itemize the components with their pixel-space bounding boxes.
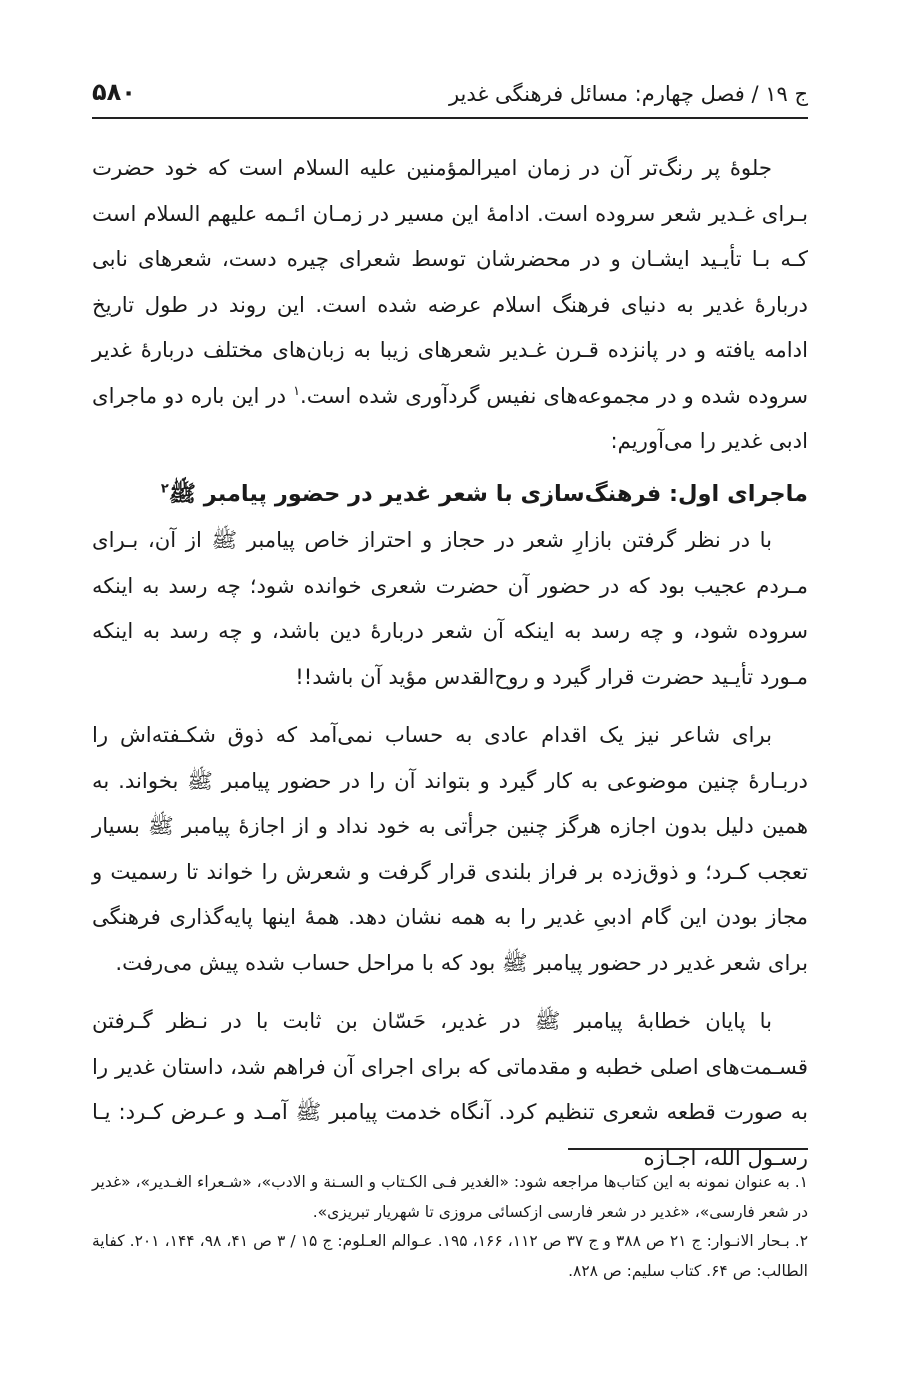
paragraph-intro [92,145,808,464]
footnotes [92,1168,808,1286]
page-number: ۵۸۰ [92,78,136,106]
footnote-ref-1[interactable]: ۱ [293,383,301,399]
paragraph-3: برای شاعر نیز یک اقدام عادی به حساب نمی‌آمد که ذوق شکـفته‌اش را دربـارهٔ چنین موضوعی به کار گیرد و بتواند آن را در حضور پیامبر ﷺ بخواند. به همین دلیل بدون اجازه هرگز چنین جرأتی به خود نداد و از اجازهٔ پیامبر ﷺ بسیار تعجب کـرد؛ و ذوق‌زده بر فراز بلندی قرار گرفت و شعرش را خواند تا رسمیت و مجاز بودن این گام ادبیِ غدیر را به همه نشان دهد. همهٔ اینها پایه‌گذاری فرهنگی برای شعر غدیر در حضور پیامبر ﷺ بود که با مراحل حساب شده پیش می‌رفت. [92,722,808,975]
paragraph-intro-text: جلوهٔ پر رنگ‌تر آن در زمان امیرالمؤمنین علیه السلام است که خود حضرت بـرای غـدیر شعر سروده است. ادامهٔ این مسیر در زمـان ائـمه علیهم السلام است کـه بـا تأیـید ایشـان و در محضرشان توسط شعرای چیره دست، شعرهای نابی دربارهٔ غدیر به دنیای فرهنگ اسلام عرضه شده است. این روند در طول تاریخ ادامه یافته و در پانزده قـرن غـدیر شعرهای زیبا به زبان‌های مختلف دربارهٔ غدیر سروده شده و در مجموعه‌های نفیس گردآوری شده است. [92,155,808,408]
section-heading-text: ماجرای اول: فرهنگ‌سازی با شعر غدیر در حضور پیامبر ﷺ [168,480,808,507]
header-title: ج ۱۹ / فصل چهارم: مسائل فرهنگی غدیر [448,82,808,106]
paragraph-intro-end: در این باره دو ماجرای ادبی غدیر را می‌آوریم: [92,382,808,453]
running-header [92,78,808,118]
section-heading [92,472,808,518]
main-text [92,145,808,1180]
header-rule [92,117,808,119]
footnote-2: ۲. بـحار الانـوار: ج ۲۱ ص ۳۸۸ و ج ۳۷ ص ۱۱۲، ۱۶۶، ۱۹۵. عـوالم العـلوم: ج ۱۵ / ۳ ص ۴۱، ۹۸، ۱۴۴، ۲۰۱. کفایة الطالب: ص ۶۴. کتاب سلیم: ص ۸۲۸. [92,1232,809,1280]
footnote-1: ۱. به عنوان نمونه به این کتاب‌ها مراجعه شود: «الغدیر فـی الکـتاب و السـنة و الادب»، «شـعراء الغـدیر»، «غدیر در شعر فارسی»، «غدیر در شعر فارسی ازکسائی مروزی تا شهریار تبریزی». [92,1173,808,1221]
paragraph-2: با در نظر گرفتن بازارِ شعر در حجاز و احتراز خاص پیامبر ﷺ از آن، بـرای مـردم عجیب بود که در حضور آن حضرت شعری خوانده شود؛ چه رسد به اینکه سروده شود، و چه رسد به اینکه آن شعر دربارهٔ دین باشد، و چه رسد به اینکه مـورد تأیـید حضرت قرار گیرد و روح‌القدس مؤید آن باشد!! [92,527,808,689]
footnote-ref-2[interactable]: ۲ [160,481,169,496]
paragraph-4: با پایان خطابهٔ پیامبر ﷺ در غدیر، حَسّان بن ثابت با در نـظر گـرفتن قسـمت‌های اصلی خطبه و مقدماتی که برای اجرای آن فراهم شد، داستان غدیر را به صورت قطعه شعری تنظیم کرد. آنگاه خدمت پیامبر ﷺ آمـد و عـرض کـرد: یـا رسـول الله، اجـازه [92,1008,808,1170]
footnote-separator [568,1148,808,1150]
